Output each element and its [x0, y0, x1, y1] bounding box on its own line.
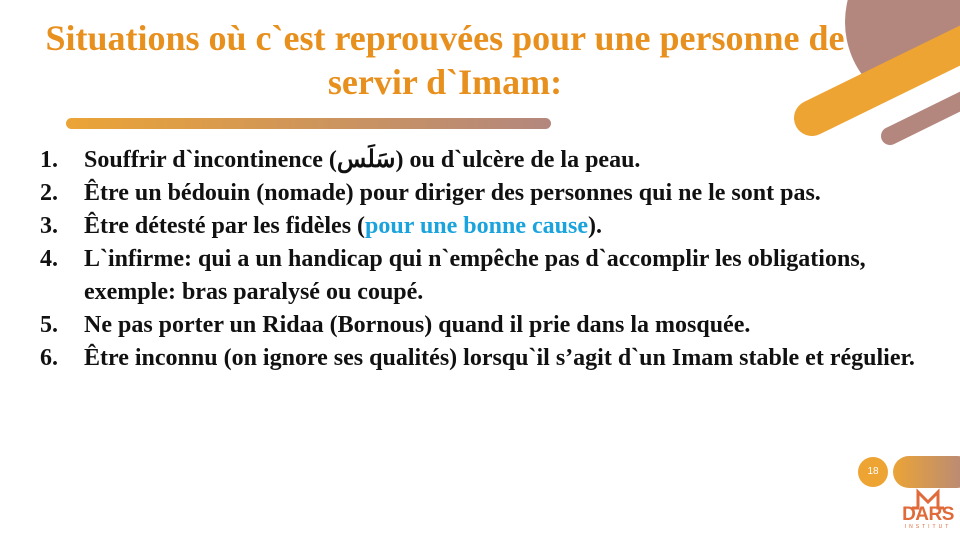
page-number: 18 [858, 457, 888, 487]
list-item [40, 177, 940, 210]
item-number: 2. [40, 180, 58, 206]
item-text: Être détesté par les fidèles ( [84, 213, 366, 239]
arabic-term: سَلَس [336, 147, 396, 173]
logo-word: DARS [902, 504, 954, 525]
item-number: 5. [40, 312, 58, 338]
title-underline [66, 118, 551, 129]
item-text: ). [588, 213, 602, 239]
logo-subtitle: INSTITUT [904, 524, 952, 530]
item-number: 6. [40, 345, 58, 371]
item-text: Souffrir d`incontinence ( [84, 147, 337, 173]
item-text: L`infirme: qui a un handicap qui n`empêche pas d`accomplir les obligations, exemple: bras paralysé ou coupé. [84, 246, 866, 305]
item-text: Être un bédouin (nomade) pour diriger des personnes qui ne le sont pas. [84, 180, 821, 206]
list-item [40, 309, 940, 342]
page-number-bar [893, 456, 960, 488]
list-item [40, 342, 940, 375]
item-text: Être inconnu (on ignore ses qualités) lorsqu`il s’agit d`un Imam stable et régulier. [84, 345, 915, 371]
item-number: 1. [40, 147, 58, 173]
item-number: 4. [40, 246, 58, 272]
list-item [40, 144, 940, 177]
situations-list [40, 144, 940, 375]
item-text: Ne pas porter un Ridaa (Bornous) quand il prie dans la mosquée. [84, 312, 751, 338]
list-item [40, 210, 940, 243]
highlighted-text: pour une bonne cause [365, 213, 588, 239]
item-text: ) ou d`ulcère de la peau. [395, 147, 641, 173]
list-item [40, 243, 940, 309]
logo-mark-icon [908, 488, 948, 510]
item-number: 3. [40, 213, 58, 239]
dars-logo [898, 488, 958, 538]
slide-title: Situations où c`est reprouvées pour une personne de servir d`Imam: [45, 18, 845, 102]
